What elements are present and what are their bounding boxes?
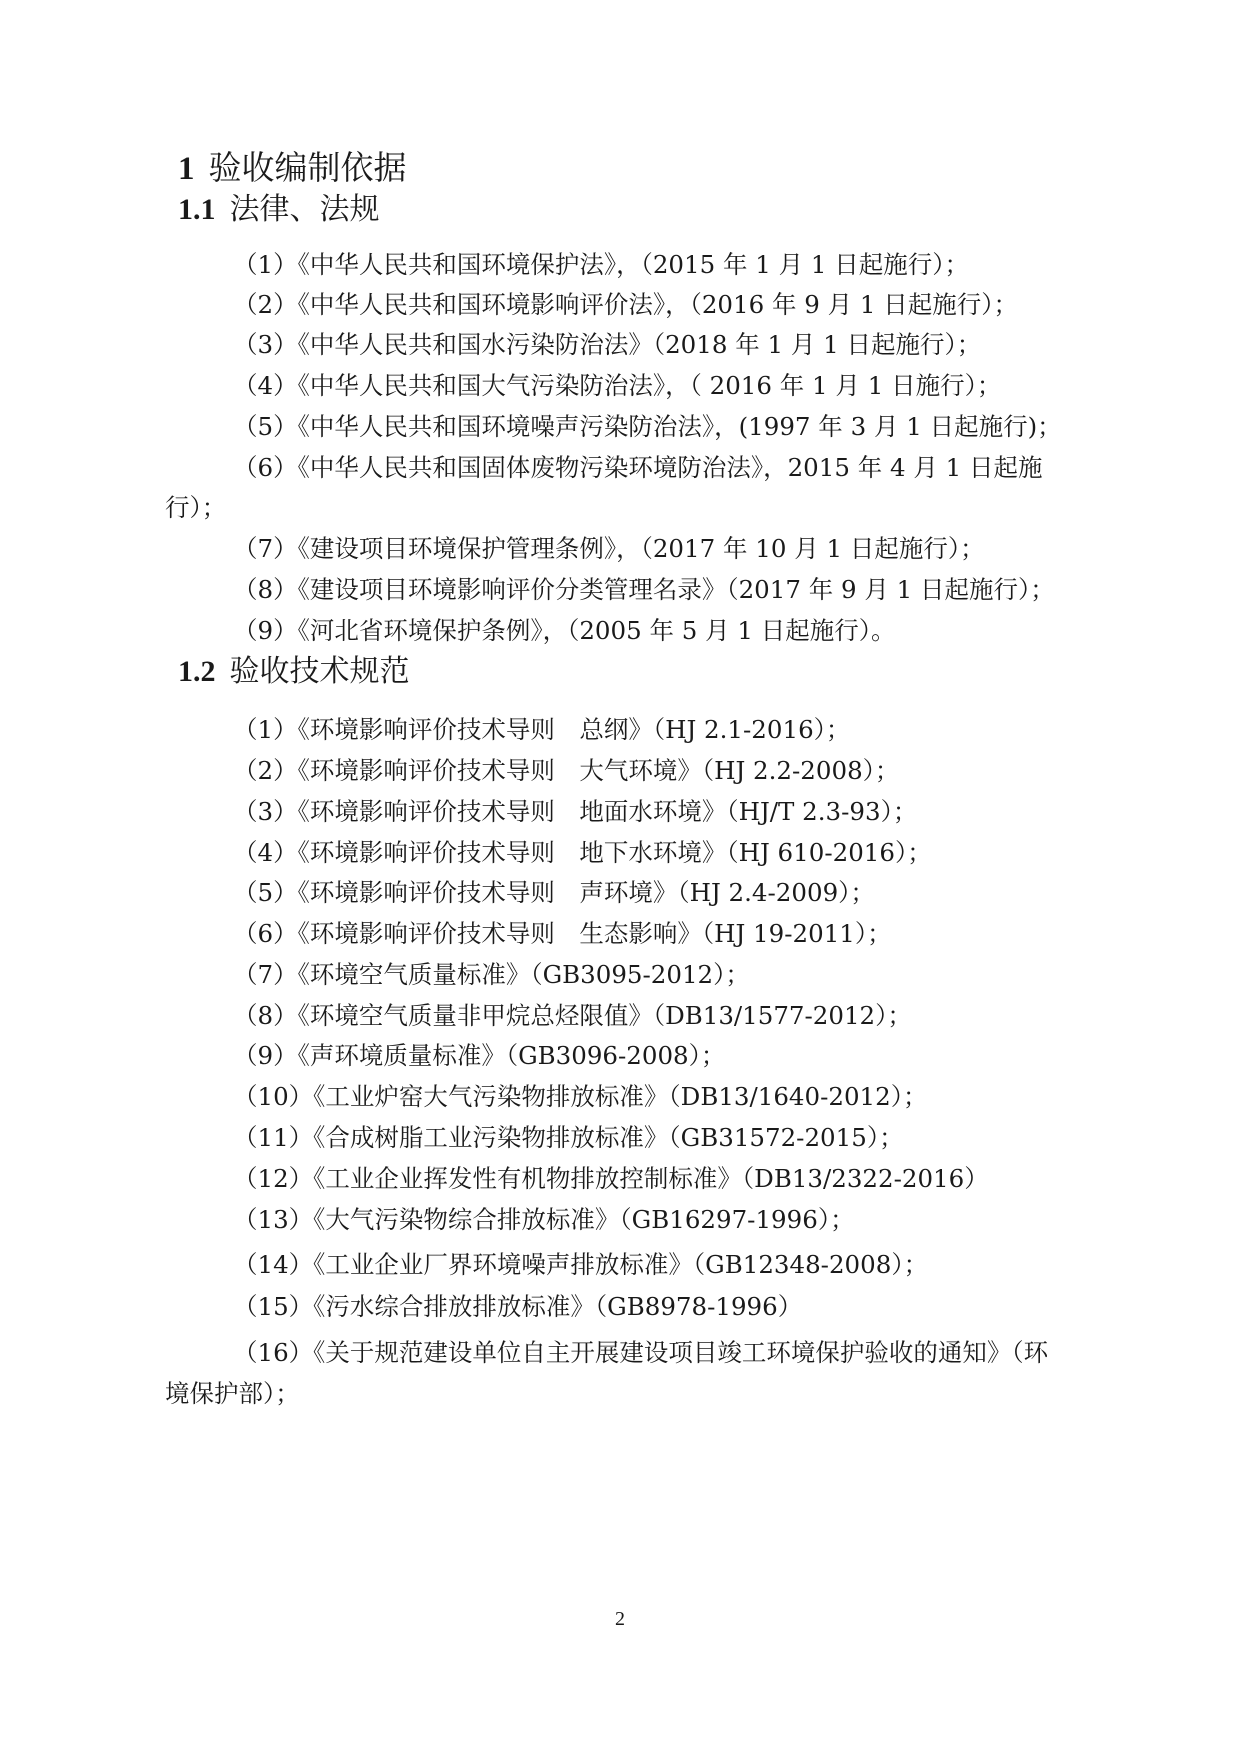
heading-1-1 [178,190,380,230]
standard-item-1: （1）《环境影响评价技术导则 总纲》（HJ 2.1-2016）； [233,715,851,744]
standard-item-14: （14）《工业企业厂界环境噪声排放标准》（GB12348-2008）； [233,1250,929,1279]
law-item-7: （7）《建设项目环境保护管理条例》，（2017 年 10 月 1 日起施行）； [233,534,985,563]
heading-1 [178,146,407,191]
heading-1-2 [178,652,410,692]
law-item-1: （1）《中华人民共和国环境保护法》，（2015 年 1 月 1 日起施行）； [233,250,970,279]
standard-item-4: （4）《环境影响评价技术导则 地下水环境》（HJ 610-2016）； [233,838,932,867]
heading-1-2-number: 1.2 [178,655,216,688]
page-number: 2 [615,1608,625,1630]
law-item-8: （8）《建设项目环境影响评价分类管理名录》（2017 年 9 月 1 日起施行）； [233,575,1055,604]
standard-item-9: （9）《声环境质量标准》（GB3096-2008）； [233,1041,726,1070]
standard-item-12: （12）《工业企业挥发性有机物排放控制标准》（DB13/2322-2016） [233,1164,989,1193]
heading-1-1-number: 1.1 [178,193,216,226]
heading-1-1-title: 法律、法规 [229,192,380,227]
heading-1-2-title: 验收技术规范 [229,654,410,689]
standard-item-8: （8）《环境空气质量非甲烷总烃限值》（DB13/1577-2012）； [233,1001,912,1030]
standard-item-2: （2）《环境影响评价技术导则 大气环境》（HJ 2.2-2008）； [233,756,900,785]
law-item-9: （9）《河北省环境保护条例》，（2005 年 5 月 1 日起施行）。 [233,616,896,645]
standard-item-13: （13）《大气污染物综合排放标准》（GB16297-1996）； [233,1205,855,1234]
law-item-4: （4）《中华人民共和国大气污染防治法》，（ 2016 年 1 月 1 日施行）； [233,371,1002,400]
standard-item-16: （16）《关于规范建设单位自主开展建设项目竣工环境保护验收的通知》（环 [233,1338,1049,1367]
law-item-6-continued: 行）； [165,493,227,522]
heading-1-number: 1 [178,151,195,187]
standard-item-7: （7）《环境空气质量标准》（GB3095-2012）； [233,960,750,989]
law-item-6: （6）《中华人民共和国固体废物污染环境防治法》，2015 年 4 月 1 日起施 [233,453,1043,482]
law-item-3: （3）《中华人民共和国水污染防治法》（2018 年 1 月 1 日起施行）； [233,330,982,359]
law-item-5: （5）《中华人民共和国环境噪声污染防治法》，(1997 年 3 月 1 日起施行)； [233,412,1062,441]
standard-item-11: （11）《合成树脂工业污染物排放标准》（GB31572-2015）； [233,1123,904,1152]
standard-item-15: （15）《污水综合排放排放标准》（GB8978-1996） [233,1292,803,1321]
standard-item-16-continued: 境保护部）； [165,1379,300,1408]
standard-item-3: （3）《环境影响评价技术导则 地面水环境》（HJ/T 2.3-93）； [233,797,918,826]
heading-1-title: 验收编制依据 [208,148,407,187]
standard-item-6: （6）《环境影响评价技术导则 生态影响》（HJ 19-2011）； [233,919,892,948]
law-item-2: （2）《中华人民共和国环境影响评价法》，（2016 年 9 月 1 日起施行）； [233,290,1019,319]
standard-item-5: （5）《环境影响评价技术导则 声环境》（HJ 2.4-2009）； [233,878,875,907]
standard-item-10: （10）《工业炉窑大气污染物排放标准》（DB13/1640-2012）； [233,1082,928,1111]
